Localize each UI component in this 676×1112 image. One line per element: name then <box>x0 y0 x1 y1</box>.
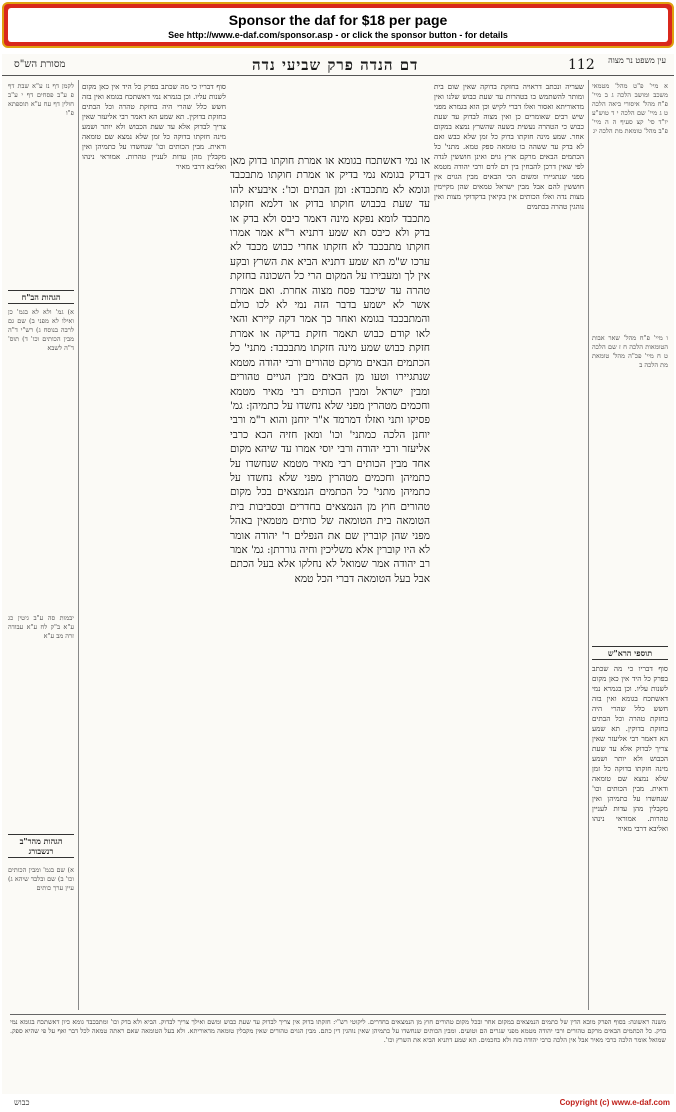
margin-right-top: א מיי' פ"ט מהל' מטמאי משכב ומושב הלכה ג ב מיי' פ"ח מהל' איסורי ביאה הלכה ט ג מיי' שם הלכה י ד טוש"ע יו"ד סי' קצ סעיף ה ה מיי' פ"ב מהל' טומאת מת הלכה יג <box>592 82 668 135</box>
footnotes-block: משנה ראשונה: בסוף הפרק מובא הדין של כתמים הנמצאים במקום אחר ובכל מקום טהורים חוץ מן הנמצאים בחדרים. ליקוטי רש"י: חזקתו בדוק אין צריך לבדוק עד שעת כבוש ומשם ואילך צריך לבדוק. הביא ולא בדק וכו' ומתבכבד גומא כיון דאשתכח בגומא נמי בדק. כל הכתמים הבאים מרקם טהורים ורבי יהודה מטמא מפני שגרים הם וטועים. ומבין הכותים שנחשדו על כתמיהן שאין נוהגין דין כתם. מבין הגוים טהורים שאין מקבלין טומאה מדאוריתא. ולא בעל הטומאה שאם ראתה טמאה לכל דבר ואף על פי שהיא ספק. שמואל אומר הלכה כרבי מאיר אבל אין הלכה כרבי יהודה בזה ולא כחכמים. תא שמע דתניא הביא את השרץ וכו'. <box>10 1014 666 1086</box>
divider-right <box>588 80 589 1010</box>
margin-right-mid: ו מיי' פ"ח מהל' שאר אבות הטומאות הלכה ח ז שם הלכה ט ח מיי' פכ"ה מהל' טומאת מת הלכה ב <box>592 334 668 369</box>
hagahot-heading: הגהות הב"ח <box>8 290 74 304</box>
margin-left-bottom: א) שם בגמ' ומבין הכותים וכו' ב) שם ובלבד שיהא ג) עיין ערך כותים <box>8 866 74 892</box>
sponsor-banner-body[interactable] <box>8 8 668 42</box>
sponsor-banner[interactable] <box>2 2 674 48</box>
tosafot-left-column: סוף דבריו כי מה שכתב בפרק כל היד אין כאן מקום לשנות עליו. וכן בגמרא נמי דאשתכח בגומא ואין בזה חשש כלל שהרי היה בחזקת טהרה וכל הבתים בחזקת בדוקין. תא שמע הא דאמר רבי אליעזר שאין צריך לבדוק אלא עד שעת הכבוש ולא יותר ושמע מינה חזקתו בדוקה כל זמן שלא נמצא שם טומאה ודאית. מבין הכותים וכו' שנחשדו על כתמיהן ואין מקבלין מהן עדות לעניין טהרות. אמוראי נינהו ואליבא דרבי מאיר <box>82 82 226 171</box>
margin-left-low: יבמות סה ע"ב גיטין כג ע"א ב"ק לח ע"א עבודה זרה מב ע"א <box>8 614 74 640</box>
header-right-label: עין משפט נר מצוה <box>608 56 666 65</box>
page-header <box>2 54 674 76</box>
tosafot-heading: תוספי הרא"ש <box>592 646 668 660</box>
gemara-main-text: או נמי דאשתכח בגומא או אמרת חוקתו בדוק מאן דבדק בגומא נמי בדיק או אמרת חוקתו מתבכבד וגומא לא מתכבדא: ומן הבתים וכו': איבעיא להו עד שעת בכבוש חוקתו בדוק או דלמא חזקתו מתכבד לומא נפקא מינה דאמר כיבס ולא בדק או בדק ולא כיבס תא שמע דתניא ר"א אמר אמרו חוקתו מתבכבד לא חזקתו אחרי כבוש מכבד לא ערכו ש"מ תא שמע דתניא הביא את השרץ ובקע אין לך ומעבירו על המקום הרי כל השכונה בחזקת טהרה עד שיכבד פסח מצוה אחרת. ואם אמרת אשר לא ישמע בדבר הזה נמי לא לכו כולם והמתבכבד בגומא ואחר כך אמר דקה קיירא והאי לאו קודם כבוש תאמר חזקת בדיקה או אמרת חזקת כבוש שמע מינה חזקתו מתבכבד: מתני' כל הכתמים הבאים מרקם טהורים ורבי יהודה מטמא שנתגיירו וטעו מן הבאים מבין הגויים טהורים ומבין ישראל ומבין הכותים רבי מאיר מטמא וחכמים מטהרין מפני שלא נחשדו על כתמיהן: גמ' פסיקו ותני ואזלו דמרמד א"ר יוחנן והוא ר"מ ורבי יוחנן הלכה כמתני' וכו' ומאן חזיה הכא כרבי אליעזר ורבי יהודה ורבי יוסי אמרו עד שיהא מקום אחד מבין הכותים רבי מאיר מטמא שנחשדו על כתמיהן וחכמים מטהרין מפני שלא נחשדו על כתמיהן מתני' כל הכתמים הנמצאים בכל מקום טהורים חוץ מן הנמצאים בחדרים ובסביבות בית הטומאה בית הטומאה של כותים מטמאין באהל מפני שהן קוברין שם את הנפלים ר' יהודה אומר לא היו קוברין אלא משליכין וחיה גוררתן: גמ' אמר רב יהודה אמר שמואל לא נחלקו אלא בעל הכתם אבל בעל הטומאה דברי הכל טמא <box>230 155 430 585</box>
page-title: דם הנדה פרק שביעי נדה <box>252 56 419 74</box>
copyright-link[interactable]: Copyright (c) www.e-daf.com <box>559 1098 670 1107</box>
catchword: כבוש <box>14 1098 30 1107</box>
ranshburg-heading: הגהות מהר"ב רנשבורג <box>8 834 74 858</box>
header-left-label: מסורת הש"ס <box>14 59 66 70</box>
tosafot-column: סוף דבריו כי מה שכתב בפרק כל היד אין כאן מקום לשנות עליו. וכן בגמרא נמי דאשתכח בגומא ואין בזה חשש כלל שהרי היה בחזקת טהרה וכל הבתים בחזקת בדוקין. תא שמע הא דאמר רבי אליעזר שאין צריך לבדוק אלא עד שעת הכבוש ולא יותר ושמע מינה חזקתו בדוקה כל זמן שלא נמצא שם טומאה ודאית. מבין הכותים וכו' שנחשדו על כתמיהן ואין מקבלין מהן עדות לעניין טהרות. אמוראי נינהו ואליבא דרבי מאיר <box>592 664 668 833</box>
divider-left <box>78 80 79 1010</box>
margin-left-mid: א) גמ' ולא לא בגמ' כן ואילו לא מפני ב) שם גם לרבה בנוסח ג) רש"י ד"ה מבין הכותים וכו' ד) תוס' ד"ה לשבא <box>8 308 74 352</box>
margin-left-top: לקמן דף נז ע"א שבת דף פ ע"ב פסחים דף י ע"ב חולין דף עח ע"א תוספתא פ"ו <box>8 82 74 117</box>
rashi-column: שעריה ונכתב דראויה בחזקת בדוקה שאין שום בית ומותר להשתמש בו בטהרות עד שעת כבוש שלנו ואין מדאוריתא ואסור ואלו דברי לקיש וכן הוא בגמרא מפני שיש רבים שאומרים כן ואין מצוה לבדוק עד שעת כבוש כי הטהרה נעשית בשעה שהשרץ נמצא במקום אחר. שמע מינה חזקתו בדוק כל זמן שלא כבש ואם לא בדק עד ששהה בו טומאה ספק טמא. מתני' כל הכתמים הבאים מרקם ארץ גוים ואינן חוששין לנדה לפי שאין דרכן להבחין בין דם לדם ורבי יהודה מטמא מפני שנתגיירו ומשום הכי הבאים מבין הגוים אין חוששין להם אבל מבין ישראל טמאים שהן מקיימין מצות נדה ואלו הכותים אין בקיאין בדקדוקי מצות ואין נוהגין טהרה בכתמים <box>434 82 584 211</box>
sponsor-subtitle[interactable]: See http://www.e-daf.com/sponsor.asp - or click the sponsor button - for details <box>168 30 508 40</box>
sponsor-title[interactable]: Sponsor the daf for $18 per page <box>228 12 448 28</box>
page-number: 112 <box>568 57 595 73</box>
